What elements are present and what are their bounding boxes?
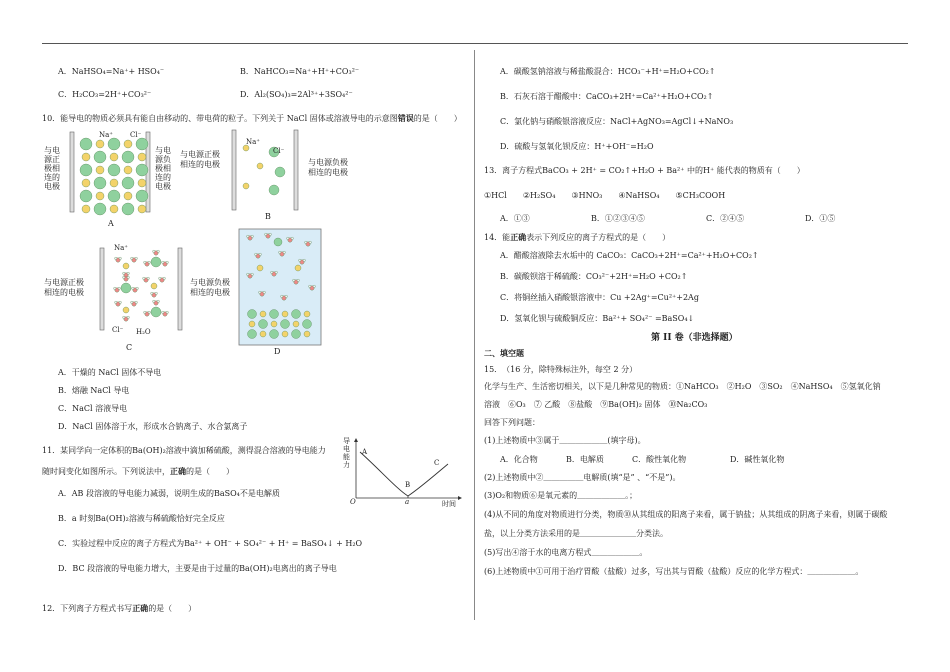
water-hydrogen: [153, 300, 155, 302]
q10-stem-tail: 的是（ ）: [413, 114, 462, 123]
chloride-ion: [151, 257, 161, 267]
electrode-left: [100, 248, 104, 330]
q9-option-d: D．Al₂(SO₄)₃=2Al³⁺+3SO₄²⁻: [240, 90, 353, 99]
sodium-ion: [124, 166, 132, 174]
graph-origin-label: O: [350, 498, 356, 506]
chloride-ion: [303, 320, 312, 329]
fig-b-left-line: 与电源正极: [180, 150, 220, 159]
q15-part1-option-c: C．酸性氧化物: [632, 455, 687, 464]
water-hydrogen: [305, 241, 307, 243]
fig-c-cl-label: Cl⁻: [112, 326, 124, 334]
sodium-ion: [110, 205, 118, 213]
sodium-ion: [82, 153, 90, 161]
fig-c-left-line: 相连的电极: [44, 288, 84, 297]
q15-part1-option-b: B．电解质: [566, 455, 604, 464]
q15-part1-option-d: D．碱性氧化物: [730, 455, 785, 464]
q13-option-d: D．①⑤: [805, 214, 836, 223]
fig-c-left-line: 与电源正极: [44, 278, 84, 287]
water-hydrogen: [293, 279, 295, 281]
fig-a-left-label: [44, 146, 60, 191]
q10-figure-b: [230, 126, 310, 216]
fig-b-left-label: [180, 150, 220, 170]
q12-stem-tail: 的是（ ）: [148, 604, 197, 613]
fig-b-cl-label: Cl⁻: [273, 147, 285, 155]
q15-stem: 15． （16 分，除特殊标注外，每空 2 分）: [484, 365, 638, 374]
chloride-ion: [136, 190, 148, 202]
fig-a-right-line: 连的: [155, 173, 171, 182]
sodium-ion: [260, 311, 266, 317]
water-hydrogen: [163, 277, 165, 279]
q10-figure-d: [238, 228, 322, 348]
q13-option-c: C．②④⑤: [706, 214, 745, 223]
chloride-ion: [275, 167, 285, 177]
q11-stem-pre: 随时间变化如图所示。下列说法中，: [42, 467, 170, 476]
water-hydrogen: [147, 277, 149, 279]
graph-x-label: 时间: [442, 500, 456, 508]
water-hydrogen: [131, 301, 133, 303]
sodium-ion: [295, 265, 301, 271]
sodium-ion: [96, 166, 104, 174]
sodium-ion: [96, 192, 104, 200]
q15-part3: (3)O₂和物质⑥是氧元素的＿＿＿＿＿＿。；: [484, 491, 638, 500]
x-axis-arrow: [458, 496, 462, 500]
q15-part6: (6)上述物质中①可用于治疗胃酸（盐酸）过多，写出其与胃酸（盐酸）反应的化学方程式：＿＿＿＿＿＿。: [484, 567, 864, 576]
sodium-ion: [110, 179, 118, 187]
chloride-ion: [80, 190, 92, 202]
water-hydrogen: [297, 279, 299, 281]
fig-c-caption: C: [126, 343, 133, 352]
water-hydrogen: [291, 237, 293, 239]
chloride-ion: [248, 310, 257, 319]
sodium-ion: [151, 283, 157, 289]
sodium-ion: [282, 311, 288, 317]
fig-a-na-label: Na⁺: [99, 131, 113, 139]
y-axis-arrow: [354, 438, 358, 442]
fig-d-caption: D: [274, 347, 281, 356]
sodium-ion: [271, 321, 277, 327]
water-hydrogen: [157, 300, 159, 302]
chloride-ion: [108, 190, 120, 202]
q14-stem-bold: 正确: [510, 232, 527, 242]
water-hydrogen: [255, 253, 257, 255]
q14-stem: [484, 232, 670, 243]
sodium-ion: [110, 153, 118, 161]
header-rule: [42, 43, 908, 44]
sodium-ion: [124, 140, 132, 148]
chloride-ion: [269, 185, 279, 195]
graph-y-label-char: 力: [343, 461, 350, 469]
sodium-ion: [282, 331, 288, 337]
water-hydrogen: [269, 233, 271, 235]
q10-option-c: C．NaCl 溶液导电: [58, 404, 128, 413]
q11-option-a: A．AB 段溶液的导电能力减弱，说明生成的BaSO₄不是电解质: [58, 489, 280, 498]
water-hydrogen: [127, 272, 129, 274]
fig-a-caption: A: [108, 219, 114, 228]
chloride-ion: [151, 307, 161, 317]
water-hydrogen: [259, 253, 261, 255]
fig-a-left-line: 源正: [44, 155, 60, 164]
fig-c-h2o-label: H₂O: [136, 328, 151, 336]
fig-c-left-label: [44, 278, 84, 298]
fig-b-na-label: Na⁺: [246, 138, 260, 146]
sodium-ion: [304, 311, 310, 317]
fig-a-left-line: 电极: [44, 182, 60, 191]
q15-part4-line2: 盐，以上分类方法采用的是＿＿＿＿＿＿＿分类法。: [484, 529, 668, 538]
water-hydrogen: [127, 316, 129, 318]
column-divider: [474, 50, 475, 620]
fig-b-caption: B: [265, 212, 271, 221]
sodium-ion: [304, 331, 310, 337]
graph-y-label-char: 导: [343, 437, 350, 445]
chloride-ion: [292, 310, 301, 319]
chloride-ion: [136, 164, 148, 176]
fig-c-right-line: 与电源负极: [190, 278, 230, 287]
chloride-ion: [108, 164, 120, 176]
q15-materials-line1: 化学与生产、生活密切相关，以下是几种常见的物质：①NaHCO₃ ②H₂O ③SO₂ ④NaHSO₄ ⑤氢氧化钠: [484, 382, 881, 391]
chloride-ion: [248, 330, 257, 339]
water-hydrogen: [151, 292, 153, 294]
q11-option-b: B．a 时刻Ba(OH)₂溶液与稀硫酸恰好完全反应: [58, 514, 225, 523]
q10-figure-c: [96, 240, 188, 340]
graph-point-b-label: B: [405, 481, 411, 489]
water-hydrogen: [265, 233, 267, 235]
sodium-ion: [138, 179, 146, 187]
water-hydrogen: [162, 261, 164, 263]
sodium-ion: [260, 331, 266, 337]
graph-time-a-label: a: [405, 498, 410, 506]
graph-point-a-label: A: [362, 448, 368, 456]
q12-stem-bold: 正确: [132, 603, 149, 613]
chloride-ion: [274, 238, 282, 246]
water-hydrogen: [115, 301, 117, 303]
chloride-ion: [94, 177, 106, 189]
sodium-ion: [138, 205, 146, 213]
fig-c-right-label: [190, 278, 230, 298]
fig-a-cl-label: Cl⁻: [130, 131, 142, 139]
water-hydrogen: [143, 277, 145, 279]
water-hydrogen: [283, 251, 285, 253]
q14-stem-tail: 表示下列反应的离子方程式的是（ ）: [526, 233, 671, 242]
q10-option-d: D．NaCl 固体溶于水，形成水合钠离子、水合氯离子: [58, 422, 248, 431]
water-hydrogen: [118, 287, 120, 289]
water-hydrogen: [148, 311, 150, 313]
graph-y-label-char: 电: [343, 445, 350, 453]
sodium-ion: [138, 153, 146, 161]
q10-stem-bold: 错误: [397, 113, 414, 123]
fig-a-right-line: 源负: [155, 155, 171, 164]
sodium-ion: [249, 321, 255, 327]
fig-a-right-line: 极相: [155, 164, 171, 173]
q9-option-c: C．H₂CO₃=2H⁺+CO₃²⁻: [58, 90, 152, 99]
volume-2-title: 第 II 卷（非选择题）: [651, 333, 738, 343]
water-hydrogen: [157, 250, 159, 252]
fig-a-left-line: 连的: [44, 173, 60, 182]
q14-option-b: B．碳酸钡溶于稀硫酸：CO₃²⁻+2H⁺=H₂O +CO₂↑: [500, 272, 688, 281]
water-hydrogen: [303, 259, 305, 261]
water-hydrogen: [123, 272, 125, 274]
graph-point-c-label: C: [434, 459, 440, 467]
water-hydrogen: [119, 301, 121, 303]
chloride-ion: [80, 138, 92, 150]
fig-a-right-line: 电极: [155, 182, 171, 191]
q15-part5: (5)写出④溶于水的电离方程式＿＿＿＿＿＿。: [484, 548, 648, 557]
q13-items: ①HCl ②H₂SO₄ ③HNO₃ ④NaHSO₄ ⑤CH₃COOH: [484, 191, 726, 200]
q11-option-d: D．BC 段溶液的导电能力增大，主要是由于过量的Ba(OH)₂电离出的离子导电: [58, 564, 337, 573]
water-hydrogen: [166, 261, 168, 263]
q14-option-a: A．醋酸溶液除去水垢中的 CaCO₃：CaCO₃+2H⁺=Ca²⁺+H₂O+CO₂↑: [500, 251, 759, 260]
water-hydrogen: [144, 311, 146, 313]
water-hydrogen: [155, 292, 157, 294]
q13-option-b: B．①②③④⑤: [591, 214, 645, 223]
water-hydrogen: [159, 277, 161, 279]
chloride-ion: [122, 177, 134, 189]
water-hydrogen: [299, 259, 301, 261]
water-hydrogen: [279, 251, 281, 253]
section-2-title: 二、填空题: [484, 348, 524, 358]
water-hydrogen: [153, 250, 155, 252]
water-hydrogen: [162, 311, 164, 313]
chloride-ion: [94, 203, 106, 215]
electrode-right: [178, 248, 182, 330]
chloride-ion: [80, 164, 92, 176]
q12-option-b: B．石灰石溶于醋酸中：CaCO₃+2H⁺=Ca²⁺+H₂O+CO₂↑: [500, 92, 714, 101]
water-hydrogen: [281, 295, 283, 297]
graph-y-label-char: 能: [343, 453, 350, 461]
water-hydrogen: [148, 261, 150, 263]
q10-option-b: B．熔融 NaCl 导电: [58, 386, 130, 395]
water-hydrogen: [247, 273, 249, 275]
q14-option-c: C．将铜丝插入硝酸银溶液中：Cu +2Ag⁺=Cu²⁺+2Ag: [500, 293, 699, 302]
q10-stem: [42, 113, 462, 124]
q15-materials-line2: 溶液 ⑥O₃ ⑦ 乙酸 ⑧盐酸 ⑨Ba(OH)₂ 固体 ⑩Na₂CO₃: [484, 400, 708, 409]
water-hydrogen: [275, 271, 277, 273]
water-hydrogen: [135, 257, 137, 259]
sodium-ion: [96, 140, 104, 148]
fig-a-left-line: 极相: [44, 164, 60, 173]
sodium-ion: [257, 265, 263, 271]
water-hydrogen: [115, 257, 117, 259]
fig-a-right-line: 与电: [155, 146, 171, 155]
water-hydrogen: [119, 257, 121, 259]
hydrated-ions: [114, 250, 169, 321]
water-hydrogen: [132, 287, 134, 289]
q11-stem-tail: 的是（ ）: [186, 467, 234, 476]
water-hydrogen: [123, 276, 125, 278]
chloride-ion: [270, 310, 279, 319]
fig-b-left-line: 相连的电极: [180, 160, 220, 169]
chloride-ion: [122, 151, 134, 163]
water-hydrogen: [263, 291, 265, 293]
water-hydrogen: [313, 285, 315, 287]
q14-stem-pre: 14．能: [484, 233, 511, 242]
water-hydrogen: [123, 316, 125, 318]
q11-stem-line2: [42, 466, 234, 477]
water-hydrogen: [259, 291, 261, 293]
q15-part2: (2)上述物质中②＿＿＿＿＿电解质(填“是” 、“不是”)。: [484, 473, 681, 482]
water-hydrogen: [127, 276, 129, 278]
q15-answer-prompt: 回答下列问题：: [484, 418, 540, 427]
chloride-ion: [122, 203, 134, 215]
q12-option-d: D．硫酸与氢氧化钡反应：H⁺+OH⁻=H₂O: [500, 142, 654, 151]
graph-y-label: [343, 437, 350, 469]
water-hydrogen: [166, 311, 168, 313]
water-hydrogen: [251, 273, 253, 275]
q9-option-a: A．NaHSO₄=Na⁺+ HSO₄⁻: [58, 67, 165, 76]
fig-b-right-line: 与电源负极: [308, 158, 348, 167]
water-hydrogen: [287, 237, 289, 239]
water-hydrogen: [271, 271, 273, 273]
q11-stem-bold: 正确: [170, 466, 186, 476]
chloride-ion: [121, 283, 131, 293]
fig-c-right-line: 相连的电极: [190, 288, 230, 297]
water-hydrogen: [309, 241, 311, 243]
sodium-ion: [82, 179, 90, 187]
q11-option-c: C．实验过程中反应的离子方程式为Ba²⁺ + OH⁻ + SO₄²⁻ + H⁺ = BaSO₄↓ + H₂O: [58, 539, 363, 548]
water-hydrogen: [144, 261, 146, 263]
sodium-ion: [124, 192, 132, 200]
water-hydrogen: [114, 287, 116, 289]
fig-c-na-label: Na⁺: [114, 244, 128, 252]
q15-part1: (1)上述物质中③属于＿＿＿＿＿＿(填字母)。: [484, 436, 646, 445]
q12-option-a: A．碳酸氢钠溶液与稀盐酸混合：HCO₃⁻+H⁺=H₂O+CO₂↑: [500, 67, 716, 76]
fig-b-right-line: 相连的电极: [308, 168, 348, 177]
q10-stem-text: 10．能导电的物质必须具有能自由移动的、带电荷的粒子。下列关于 NaCl 固体或溶液导电的示意图: [42, 114, 398, 123]
electrode-right: [294, 130, 298, 210]
q15-part1-option-a: A．化合物: [500, 455, 538, 464]
sodium-ion: [257, 163, 263, 169]
sodium-ion: [123, 307, 129, 313]
q12-option-c: C．氯化钠与硝酸银溶液反应：NaCl+AgNO₃=AgCl↓+NaNO₃: [500, 117, 734, 126]
q14-option-d: D．氢氧化钡与硫酸铜反应：Ba²⁺+ SO₄²⁻ =BaSO₄↓: [500, 314, 695, 323]
chloride-ion: [292, 330, 301, 339]
sodium-ion: [293, 321, 299, 327]
q9-option-b: B．NaHCO₃=Na⁺+H⁺+CO₃²⁻: [240, 67, 360, 76]
water-hydrogen: [285, 295, 287, 297]
water-hydrogen: [247, 235, 249, 237]
chloride-ion: [281, 320, 290, 329]
chloride-ion: [94, 151, 106, 163]
fig-b-right-label: [308, 158, 348, 178]
sodium-ion: [123, 263, 129, 269]
chloride-ion: [270, 330, 279, 339]
water-hydrogen: [251, 235, 253, 237]
q11-stem-line1: 11．某同学向一定体积的Ba(OH)₂溶液中滴加稀硫酸，测得混合溶液的导电能力: [42, 446, 326, 455]
q12-stem: [42, 603, 196, 614]
q15-part4-line1: (4)从不同的角度对物质进行分类，物质⑩从其组成的阳离子来看，属于钠盐；从其组成的阴离子来看，则属于碳酸: [484, 510, 888, 519]
water-hydrogen: [135, 301, 137, 303]
electrode-left: [232, 130, 236, 210]
q13-stem: 13．离子方程式BaCO₃ + 2H⁺ = CO₂↑+H₂O + Ba²⁺ 中的H⁺ 能代表的物质有（ ）: [484, 166, 805, 175]
q12-stem-pre: 12．下列离子方程式书写: [42, 604, 133, 613]
water-hydrogen: [309, 285, 311, 287]
chloride-ion: [259, 320, 268, 329]
fig-a-left-line: 与电: [44, 146, 60, 155]
nacl-lattice: [80, 138, 148, 215]
sodium-ion: [82, 205, 90, 213]
water-hydrogen: [131, 257, 133, 259]
electrode-left: [70, 132, 74, 212]
water-hydrogen: [136, 287, 138, 289]
q13-option-a: A．①③: [500, 214, 530, 223]
fig-a-right-label: [155, 146, 171, 191]
q10-option-a: A．干燥的 NaCl 固体不导电: [58, 368, 162, 377]
sodium-ion: [243, 183, 249, 189]
